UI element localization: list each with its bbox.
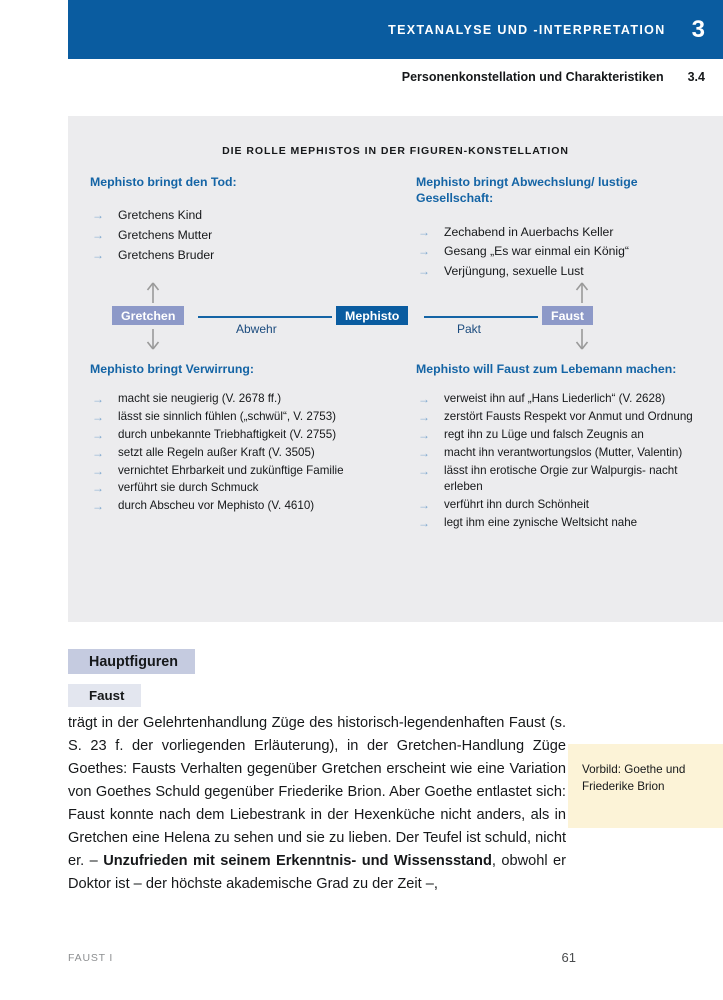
list-item — [416, 243, 706, 261]
list-item-label: Gretchens Kind — [118, 208, 203, 223]
body-paragraph — [68, 712, 566, 896]
quadrant-mephisto-abwechslung — [416, 174, 706, 283]
list-item — [90, 391, 390, 408]
figure-panel — [68, 116, 723, 622]
section-label-faust: Faust — [68, 684, 141, 707]
node-gretchen: Gretchen — [112, 306, 184, 325]
list-item-label: regt ihn zu Lüge und falsch Zeugnis an — [444, 427, 644, 441]
list-item — [416, 409, 716, 426]
link-gretchen-mephisto — [198, 316, 332, 318]
arrow-right-icon: → — [92, 392, 104, 407]
list-item-label: durch unbekannte Triebhaftigkeit (V. 2755) — [118, 427, 337, 441]
list-item-label: zerstört Fausts Respekt vor Anmut und Ordnung — [444, 410, 693, 424]
running-head-bar — [68, 0, 723, 59]
list-item — [416, 391, 716, 408]
relationship-diagram — [90, 284, 702, 354]
arrow-right-icon: → — [418, 463, 430, 478]
subsection-number: 3.4 — [687, 70, 705, 84]
body-text-bold: Unzufrieden mit seinem Erkenntnis- und Wissensstand — [103, 852, 492, 869]
list-item — [416, 445, 716, 462]
list-item-label: vernichtet Ehrbarkeit und zukünftige Familie — [118, 463, 344, 477]
arrow-right-icon: → — [418, 264, 430, 279]
list-item — [90, 498, 390, 515]
link-label-pakt: Pakt — [457, 322, 482, 336]
quadrant-mephisto-verwirrung — [90, 361, 390, 516]
list-mephisto-abwechslung — [416, 224, 706, 281]
arrow-right-icon: → — [92, 228, 104, 243]
arrow-right-icon: → — [418, 392, 430, 407]
list-item — [416, 427, 716, 444]
list-item-label: Gretchens Bruder — [118, 247, 215, 262]
node-faust: Faust — [542, 306, 593, 325]
list-mephisto-tod — [90, 207, 390, 264]
link-mephisto-faust — [424, 316, 538, 318]
arrow-right-icon: → — [418, 515, 430, 530]
footer-page-number: 61 — [561, 950, 576, 965]
quadrant-heading-lebemann: Mephisto will Faust zum Lebemann machen: — [416, 362, 677, 376]
footer-work-title: FAUST I — [68, 952, 114, 964]
chapter-number: 3 — [691, 15, 705, 43]
list-item — [416, 497, 716, 514]
arrow-right-icon: → — [418, 427, 430, 442]
list-item-label: durch Abscheu vor Mephisto (V. 4610) — [118, 499, 315, 513]
list-item-label: verführt ihn durch Schönheit — [444, 498, 590, 512]
arrow-up-gretchen-icon — [145, 282, 161, 304]
arrow-right-icon: → — [92, 427, 104, 442]
list-item — [90, 409, 390, 426]
list-item-label: lässt sie sinnlich fühlen („schwül“, V. 2753) — [118, 410, 337, 424]
subsection-title: Personenkonstellation und Charakteristiken — [401, 70, 664, 84]
list-item-label: Gretchens Mutter — [118, 228, 213, 243]
arrow-right-icon: → — [418, 244, 430, 259]
list-item — [416, 463, 716, 497]
list-item-label: verführt sie durch Schmuck — [118, 481, 259, 495]
arrow-right-icon: → — [92, 410, 104, 425]
arrow-right-icon: → — [92, 247, 104, 262]
arrow-right-icon: → — [92, 481, 104, 496]
list-item-label: verweist ihn auf „Hans Liederlich“ (V. 2628) — [444, 392, 666, 406]
margin-note: Vorbild: Goethe und Friederike Brion — [568, 744, 723, 828]
subsection-head — [68, 60, 723, 94]
arrow-down-faust-icon — [574, 328, 590, 350]
list-item — [90, 207, 390, 225]
list-item — [90, 480, 390, 497]
list-mephisto-verwirrung — [90, 391, 390, 515]
list-item — [90, 463, 390, 480]
running-head-title: TEXTANALYSE UND -INTERPRETATION — [388, 22, 666, 37]
arrow-right-icon: → — [92, 499, 104, 514]
list-item-label: legt ihm eine zynische Weltsicht nahe — [444, 515, 638, 529]
list-mephisto-lebemann — [416, 391, 716, 531]
list-item — [90, 445, 390, 462]
arrow-right-icon: → — [418, 498, 430, 513]
quadrant-heading-verwirrung: Mephisto bringt Verwirrung: — [90, 362, 254, 376]
list-item — [416, 263, 706, 281]
list-item-label: Gesang „Es war einmal ein König“ — [444, 244, 629, 259]
list-item — [90, 227, 390, 245]
list-item-label: macht sie neugierig (V. 2678 ff.) — [118, 392, 282, 406]
arrow-right-icon: → — [418, 224, 430, 239]
list-item-label: lässt ihn erotische Orgie zur Walpurgis- nacht erleben — [444, 463, 678, 494]
arrow-right-icon: → — [92, 445, 104, 460]
list-item-label: Verjüngung, sexuelle Lust — [444, 264, 584, 279]
list-item — [90, 427, 390, 444]
body-text-part2: , obwohl er Doktor ist – der höchste akademische Grad zu der Zeit –, — [68, 852, 567, 892]
arrow-right-icon: → — [418, 445, 430, 460]
arrow-right-icon: → — [92, 208, 104, 223]
quadrant-mephisto-lebemann — [416, 361, 716, 533]
arrow-right-icon: → — [418, 410, 430, 425]
node-mephisto: Mephisto — [336, 306, 408, 325]
arrow-up-faust-icon — [574, 282, 590, 304]
quadrant-mephisto-tod — [90, 174, 390, 266]
quadrant-heading-abwechslung: Mephisto bringt Abwechslung/ lustige Gesellschaft: — [416, 175, 638, 206]
arrow-down-gretchen-icon — [145, 328, 161, 350]
list-item — [416, 224, 706, 242]
body-text-part1: trägt in der Gelehrtenhandlung Züge des historisch-legendenhaften Faust (s. S. 23 f. der vorliegenden Erläuterung), in der Gretchen-Handlung Züge Goethes: Fausts Verhalten gegenüber Gretchen erscheint wie eine Variation von Goethes Schuld gegenüber Friederike Brion. Aber Goethe entlastet sich: Faust konnte nach dem Liebestrank in der Hexenküche nicht anders, als in Gretchen eine Helena zu sehen und sie zu lieben. Der Teufel ist schuld, nicht er. – — [68, 715, 566, 869]
list-item-label: Zechabend in Auerbachs Keller — [444, 224, 614, 239]
list-item-label: macht ihn verantwortungslos (Mutter, Valentin) — [444, 445, 683, 459]
figure-title: DIE ROLLE MEPHISTOS IN DER FIGUREN-KONSTELLATION — [222, 145, 569, 157]
quadrant-heading-tod: Mephisto bringt den Tod: — [90, 175, 237, 189]
link-label-abwehr: Abwehr — [236, 322, 277, 336]
list-item — [416, 515, 716, 532]
list-item-label: setzt alle Regeln außer Kraft (V. 3505) — [118, 445, 315, 459]
section-label-hauptfiguren: Hauptfiguren — [68, 649, 195, 674]
arrow-right-icon: → — [92, 463, 104, 478]
list-item — [90, 247, 390, 265]
